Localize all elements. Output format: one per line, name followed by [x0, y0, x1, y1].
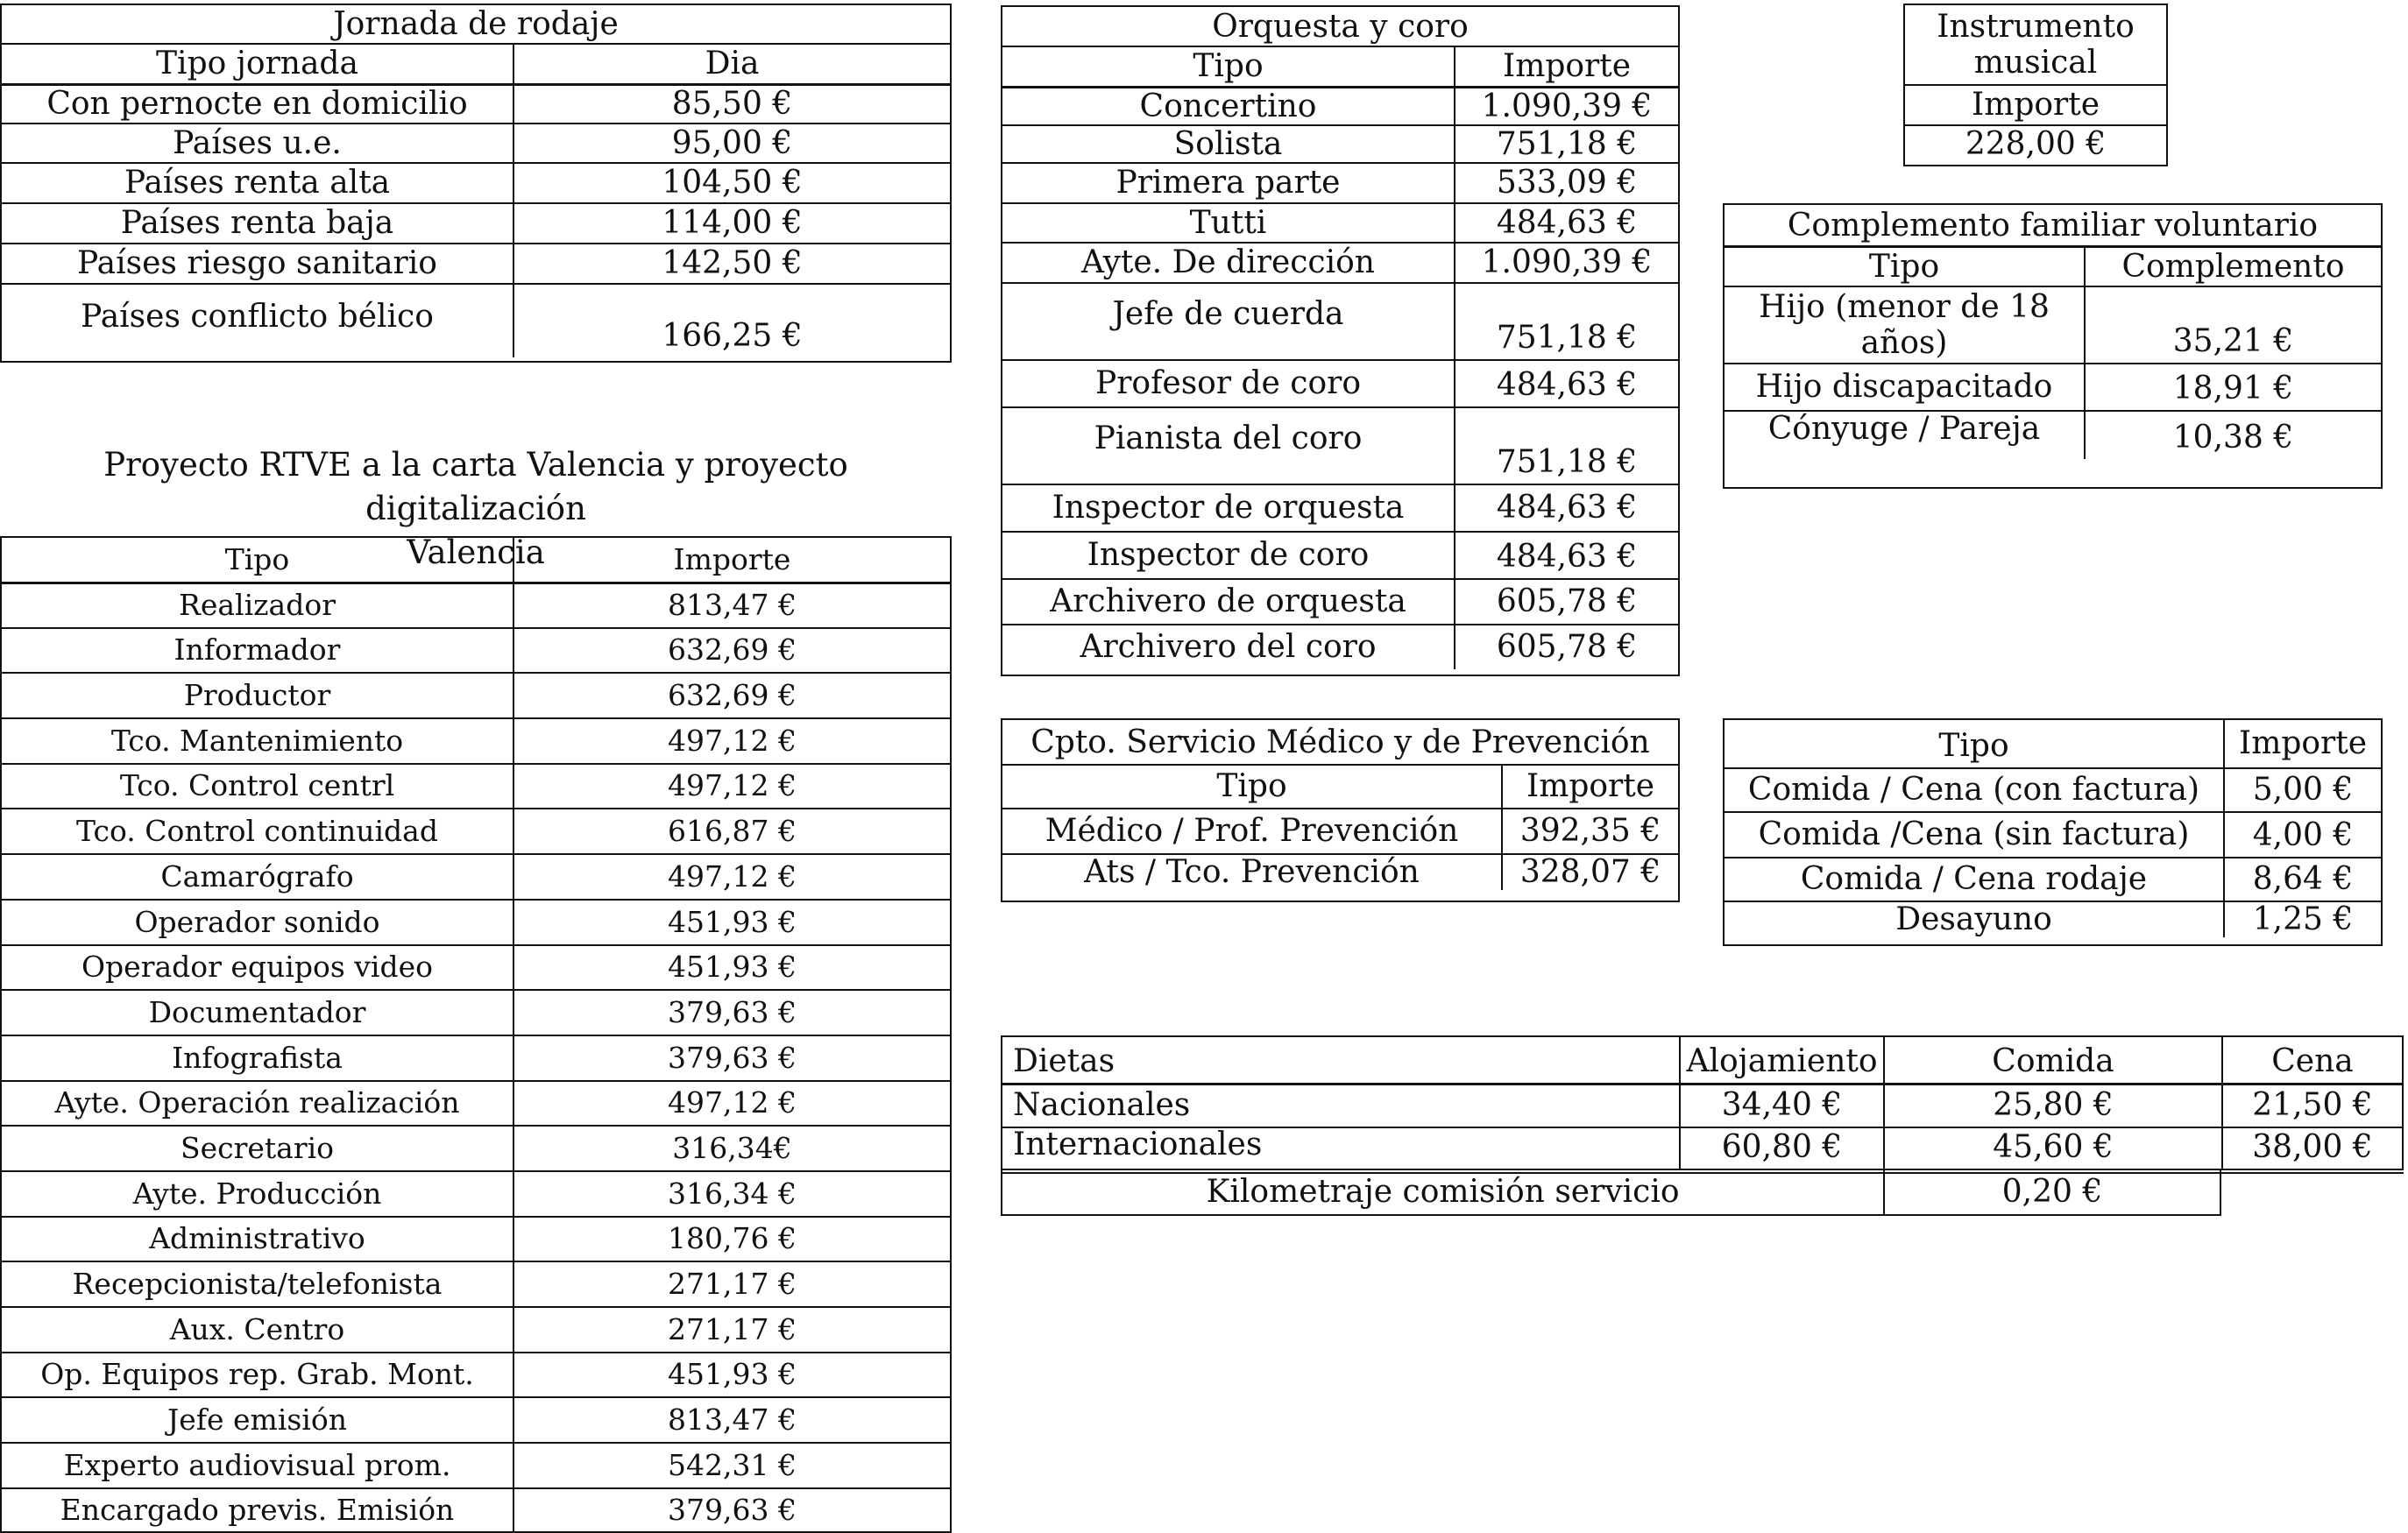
comidas-cell-importe: 8,64 €: [2223, 858, 2381, 901]
orquesta-cell-tipo: Jefe de cuerda: [1112, 296, 1344, 333]
orquesta-cell-importe: 1.090,39 €: [1454, 244, 1678, 282]
familiar-cell-complemento: 35,21 €: [2084, 287, 2381, 363]
kilometraje-row: [1001, 1170, 2221, 1216]
proyecto-cell-importe: 379,63 €: [513, 991, 950, 1035]
orquesta-cell-tipo: Concertino: [1139, 88, 1317, 124]
comidas-header-row: [1725, 720, 2381, 767]
proyecto-cell-importe: 497,12 €: [513, 1082, 950, 1126]
comidas-cell-tipo: Desayuno: [1895, 901, 2052, 937]
proyecto-title-line2: Valencia: [407, 533, 545, 571]
table-row: [2, 1261, 950, 1306]
familiar-title: Complemento familiar voluntario: [1787, 207, 2319, 244]
familiar-table: [1723, 203, 2383, 489]
proyecto-cell-importe: 271,17 €: [513, 1308, 950, 1352]
medico-header-tipo: Tipo: [1216, 768, 1287, 805]
orquesta-cell-tipo: Primera parte: [1115, 165, 1341, 201]
orquesta-cell-importe: 751,18 €: [1454, 126, 1678, 162]
table-row: [1002, 853, 1678, 890]
medico-cell-importe: 392,35 €: [1501, 809, 1678, 853]
proyecto-cell-importe: 497,12 €: [513, 855, 950, 899]
dietas-cell-tipo: Internacionales: [1013, 1127, 1263, 1163]
rodaje-cell-tipo: Países conflicto bélico: [81, 298, 434, 335]
instrumento-title-line2: musical: [1973, 45, 2098, 81]
familiar-header-row: [1725, 245, 2381, 286]
orquesta-cell-importe: 484,63 €: [1454, 485, 1678, 531]
orquesta-cell-importe: 533,09 €: [1454, 164, 1678, 202]
table-row: [2, 1125, 950, 1170]
rodaje-cell-dia: 142,50 €: [513, 244, 950, 283]
proyecto-cell-tipo: Secretario: [180, 1130, 335, 1165]
table-row: [1725, 901, 2381, 937]
medico-cell-importe: 328,07 €: [1501, 855, 1678, 890]
proyecto-table: [0, 536, 952, 1533]
comidas-cell-tipo: Comida / Cena (con factura): [1747, 772, 2200, 809]
table-row: [2, 808, 950, 853]
rodaje-cell-tipo: Países riesgo sanitario: [77, 245, 437, 282]
table-row: [1725, 811, 2381, 857]
table-row: [2, 1487, 950, 1533]
rodaje-cell-dia: 104,50 €: [513, 164, 950, 202]
proyecto-cell-tipo: Tco. Control continuidad: [76, 814, 438, 849]
familiar-cell-tipo-line1: Hijo (menor de 18: [1759, 288, 2050, 325]
proyecto-cell-importe: 616,87 €: [513, 809, 950, 853]
table-row: [1002, 624, 1678, 669]
rodaje-cell-tipo: Países u.e.: [173, 124, 342, 161]
rodaje-cell-dia: 114,00 €: [513, 204, 950, 243]
table-row: [2, 1216, 950, 1261]
proyecto-cell-importe: 497,12 €: [513, 765, 950, 809]
table-row: [1002, 1127, 2404, 1170]
orquesta-cell-importe: 484,63 €: [1454, 204, 1678, 242]
orquesta-cell-importe: 751,18 €: [1454, 408, 1678, 484]
dietas-header-alojamiento: Alojamiento: [1679, 1037, 1883, 1083]
rodaje-cell-dia: 95,00 €: [513, 124, 950, 162]
table-row: [2, 1352, 950, 1397]
rodaje-cell-dia: 166,25 €: [513, 285, 950, 357]
table-row: [2, 672, 950, 717]
proyecto-cell-importe: 813,47 €: [513, 1398, 950, 1442]
medico-header-importe: Importe: [1501, 766, 1678, 808]
familiar-cell-tipo: Hijo discapacitado: [1755, 369, 2053, 406]
table-row: [2, 1080, 950, 1126]
table-row: [2, 717, 950, 763]
familiar-header-complemento: Complemento: [2084, 248, 2381, 286]
comidas-cell-importe: 1,25 €: [2223, 902, 2381, 937]
proyecto-cell-tipo: Documentador: [148, 994, 366, 1029]
proyecto-cell-tipo: Recepcionista/telefonista: [72, 1267, 443, 1301]
proyecto-cell-importe: 813,47 €: [513, 584, 950, 627]
rodaje-title: Jornada de rodaje: [333, 6, 619, 42]
proyecto-cell-tipo: Realizador: [179, 588, 336, 623]
proyecto-cell-importe: 632,69 €: [513, 629, 950, 673]
proyecto-cell-tipo: Infografista: [172, 1040, 343, 1075]
rodaje-cell-tipo: Países renta baja: [120, 205, 394, 242]
proyecto-cell-importe: 316,34€: [513, 1127, 950, 1170]
medico-title: Cpto. Servicio Médico y de Prevención: [1030, 724, 1650, 760]
dietas-table: [1001, 1035, 2404, 1174]
proyecto-cell-importe: 316,34 €: [513, 1172, 950, 1216]
orquesta-cell-importe: 484,63 €: [1454, 361, 1678, 406]
table-row: [2, 283, 950, 357]
orquesta-cell-tipo: Ayte. De dirección: [1081, 244, 1375, 281]
orquesta-title: Orquesta y coro: [1212, 8, 1469, 45]
table-row: [2, 83, 950, 123]
medico-header-row: [1002, 764, 1678, 808]
proyecto-cell-tipo: Ayte. Producción: [132, 1176, 382, 1211]
rodaje-cell-tipo: Con pernocte en domicilio: [46, 86, 468, 123]
proyecto-cell-importe: 451,93 €: [513, 946, 950, 990]
table-row: [1002, 406, 1678, 484]
comidas-header-importe: Importe: [2223, 720, 2381, 767]
orquesta-cell-importe: 605,78 €: [1454, 580, 1678, 624]
orquesta-cell-tipo: Solista: [1173, 125, 1283, 162]
proyecto-cell-importe: 271,17 €: [513, 1262, 950, 1306]
orquesta-cell-tipo: Inspector de coro: [1087, 537, 1370, 574]
proyecto-header-tipo: Tipo: [224, 541, 290, 576]
medico-cell-tipo: Ats / Tco. Prevención: [1084, 854, 1420, 890]
proyecto-cell-tipo: Tco. Mantenimiento: [110, 723, 404, 758]
rodaje-table: [0, 4, 952, 363]
familiar-cell-complemento: 10,38 €: [2084, 412, 2381, 459]
table-row: [2, 243, 950, 283]
table-row: [1725, 363, 2381, 410]
proyecto-cell-importe: 180,76 €: [513, 1218, 950, 1261]
familiar-cell-tipo-line2: años): [1860, 325, 1948, 361]
familiar-cell-complemento: 18,91 €: [2084, 364, 2381, 410]
proyecto-cell-importe: 379,63 €: [513, 1036, 950, 1080]
proyecto-cell-tipo: Camarógrafo: [160, 858, 354, 894]
orquesta-header-importe: Importe: [1454, 47, 1678, 86]
table-row: [1002, 86, 1678, 124]
orquesta-cell-tipo: Inspector de orquesta: [1052, 490, 1405, 526]
instrumento-header: Importe: [1971, 87, 2100, 124]
table-row: [2, 1396, 950, 1442]
dietas-header-cena: Cena: [2221, 1037, 2402, 1083]
proyecto-cell-importe: 542,31 €: [513, 1444, 950, 1487]
proyecto-cell-tipo: Administrativo: [149, 1221, 365, 1256]
orquesta-table: [1001, 5, 1680, 676]
orquesta-cell-importe: 751,18 €: [1454, 284, 1678, 359]
proyecto-cell-tipo: Encargado previs. Emisión: [60, 1493, 455, 1528]
table-row: [1002, 202, 1678, 242]
table-row: [1002, 808, 1678, 853]
medico-cell-tipo: Médico / Prof. Prevención: [1045, 813, 1459, 850]
proyecto-cell-tipo: Ayte. Operación realización: [54, 1085, 460, 1120]
orquesta-cell-tipo: Tutti: [1189, 204, 1267, 241]
rodaje-cell-dia: 85,50 €: [513, 86, 950, 123]
instrumento-value: 228,00 €: [1965, 126, 2107, 163]
proyecto-header-importe: Importe: [513, 538, 950, 582]
rodaje-cell-tipo: Países renta alta: [124, 165, 391, 201]
table-row: [2, 763, 950, 809]
dietas-cell-alojamiento: 60,80 €: [1679, 1128, 1883, 1169]
rodaje-header-row: [2, 43, 950, 83]
proyecto-header-row: [2, 538, 950, 582]
rodaje-header-tipo: Tipo jornada: [156, 46, 358, 82]
comidas-header-tipo: Tipo: [1938, 728, 2009, 765]
table-row: [1725, 767, 2381, 811]
table-row: [1002, 282, 1678, 359]
table-row: [1725, 286, 2381, 363]
table-row: [2, 899, 950, 944]
comidas-cell-importe: 5,00 €: [2223, 769, 2381, 811]
orquesta-cell-tipo: Profesor de coro: [1094, 365, 1362, 402]
dietas-header-label: Dietas: [1013, 1043, 1115, 1080]
instrumento-table: [1903, 4, 2168, 166]
proyecto-cell-importe: 451,93 €: [513, 1353, 950, 1397]
instrumento-value-row: [1905, 124, 2166, 163]
table-row: [2, 627, 950, 673]
table-row: [1002, 242, 1678, 282]
table-row: [1002, 578, 1678, 624]
comidas-table: [1723, 718, 2383, 946]
table-row: [1002, 1083, 2404, 1127]
table-row: [2, 582, 950, 627]
kilometraje-value: 0,20 €: [1883, 1170, 2220, 1214]
proyecto-cell-tipo: Informador: [174, 632, 341, 668]
proyecto-cell-tipo: Operador equipos video: [81, 950, 433, 985]
orquesta-cell-tipo: Pianista del coro: [1094, 420, 1363, 457]
table-row: [2, 1442, 950, 1487]
table-row: [2, 1170, 950, 1216]
table-row: [1002, 359, 1678, 406]
comidas-cell-tipo: Comida /Cena (sin factura): [1758, 816, 2190, 853]
orquesta-cell-tipo: Archivero de orquesta: [1050, 583, 1406, 620]
dietas-cell-comida: 25,80 €: [1883, 1085, 2221, 1127]
instrumento-title-line1: Instrumento: [1937, 8, 2135, 45]
table-row: [2, 123, 950, 162]
orquesta-header-tipo: Tipo: [1193, 48, 1264, 85]
dietas-cell-cena: 21,50 €: [2221, 1085, 2402, 1127]
table-row: [2, 1306, 950, 1352]
dietas-cell-comida: 45,60 €: [1883, 1128, 2221, 1169]
proyecto-cell-importe: 632,69 €: [513, 674, 950, 717]
table-row: [2, 944, 950, 990]
comidas-cell-tipo: Comida / Cena rodaje: [1800, 861, 2148, 898]
table-row: [2, 989, 950, 1035]
table-row: [1002, 484, 1678, 531]
medico-table: [1001, 718, 1680, 902]
dietas-header-row: [1002, 1037, 2404, 1083]
proyecto-title-line1: Proyecto RTVE a la carta Valencia y proyecto digitalización: [103, 446, 848, 527]
table-row: [2, 162, 950, 202]
table-row: [2, 1035, 950, 1080]
orquesta-cell-tipo: Archivero del coro: [1080, 629, 1377, 666]
table-row: [1725, 410, 2381, 459]
table-row: [2, 202, 950, 243]
dietas-cell-cena: 38,00 €: [2221, 1128, 2402, 1169]
proyecto-cell-tipo: Operador sonido: [134, 904, 380, 939]
instrumento-header-row: [1905, 84, 2166, 124]
familiar-cell-tipo: [1725, 287, 2084, 363]
orquesta-header-row: [1002, 46, 1678, 86]
proyecto-cell-tipo: Tco. Control centrl: [119, 768, 395, 803]
dietas-cell-tipo: Nacionales: [1013, 1087, 1191, 1124]
instrumento-title: [1905, 5, 2166, 84]
proyecto-cell-tipo: Aux. Centro: [169, 1311, 345, 1346]
proyecto-cell-tipo: Jefe emisión: [167, 1402, 347, 1438]
proyecto-cell-importe: 497,12 €: [513, 719, 950, 763]
table-row: [1002, 124, 1678, 162]
table-row: [1002, 162, 1678, 202]
dietas-header-comida: Comida: [1883, 1037, 2221, 1083]
proyecto-cell-tipo: Productor: [183, 678, 331, 713]
orquesta-cell-importe: 605,78 €: [1454, 625, 1678, 669]
dietas-cell-alojamiento: 34,40 €: [1679, 1085, 1883, 1127]
table-row: [1002, 531, 1678, 578]
table-row: [2, 853, 950, 899]
proyecto-cell-tipo: Experto audiovisual prom.: [63, 1447, 451, 1482]
orquesta-cell-importe: 484,63 €: [1454, 533, 1678, 578]
table-row: [1725, 857, 2381, 901]
familiar-header-tipo: Tipo: [1868, 248, 1940, 285]
orquesta-cell-importe: 1.090,39 €: [1454, 88, 1678, 124]
proyecto-cell-tipo: Op. Equipos rep. Grab. Mont.: [40, 1357, 474, 1392]
familiar-cell-tipo: Cónyuge / Pareja: [1767, 411, 2041, 447]
comidas-cell-importe: 4,00 €: [2223, 813, 2381, 857]
kilometraje-label: Kilometraje comisión servicio: [1206, 1174, 1680, 1211]
proyecto-cell-importe: 451,93 €: [513, 901, 950, 944]
proyecto-cell-importe: 379,63 €: [513, 1489, 950, 1533]
rodaje-header-dia: Dia: [513, 45, 950, 83]
